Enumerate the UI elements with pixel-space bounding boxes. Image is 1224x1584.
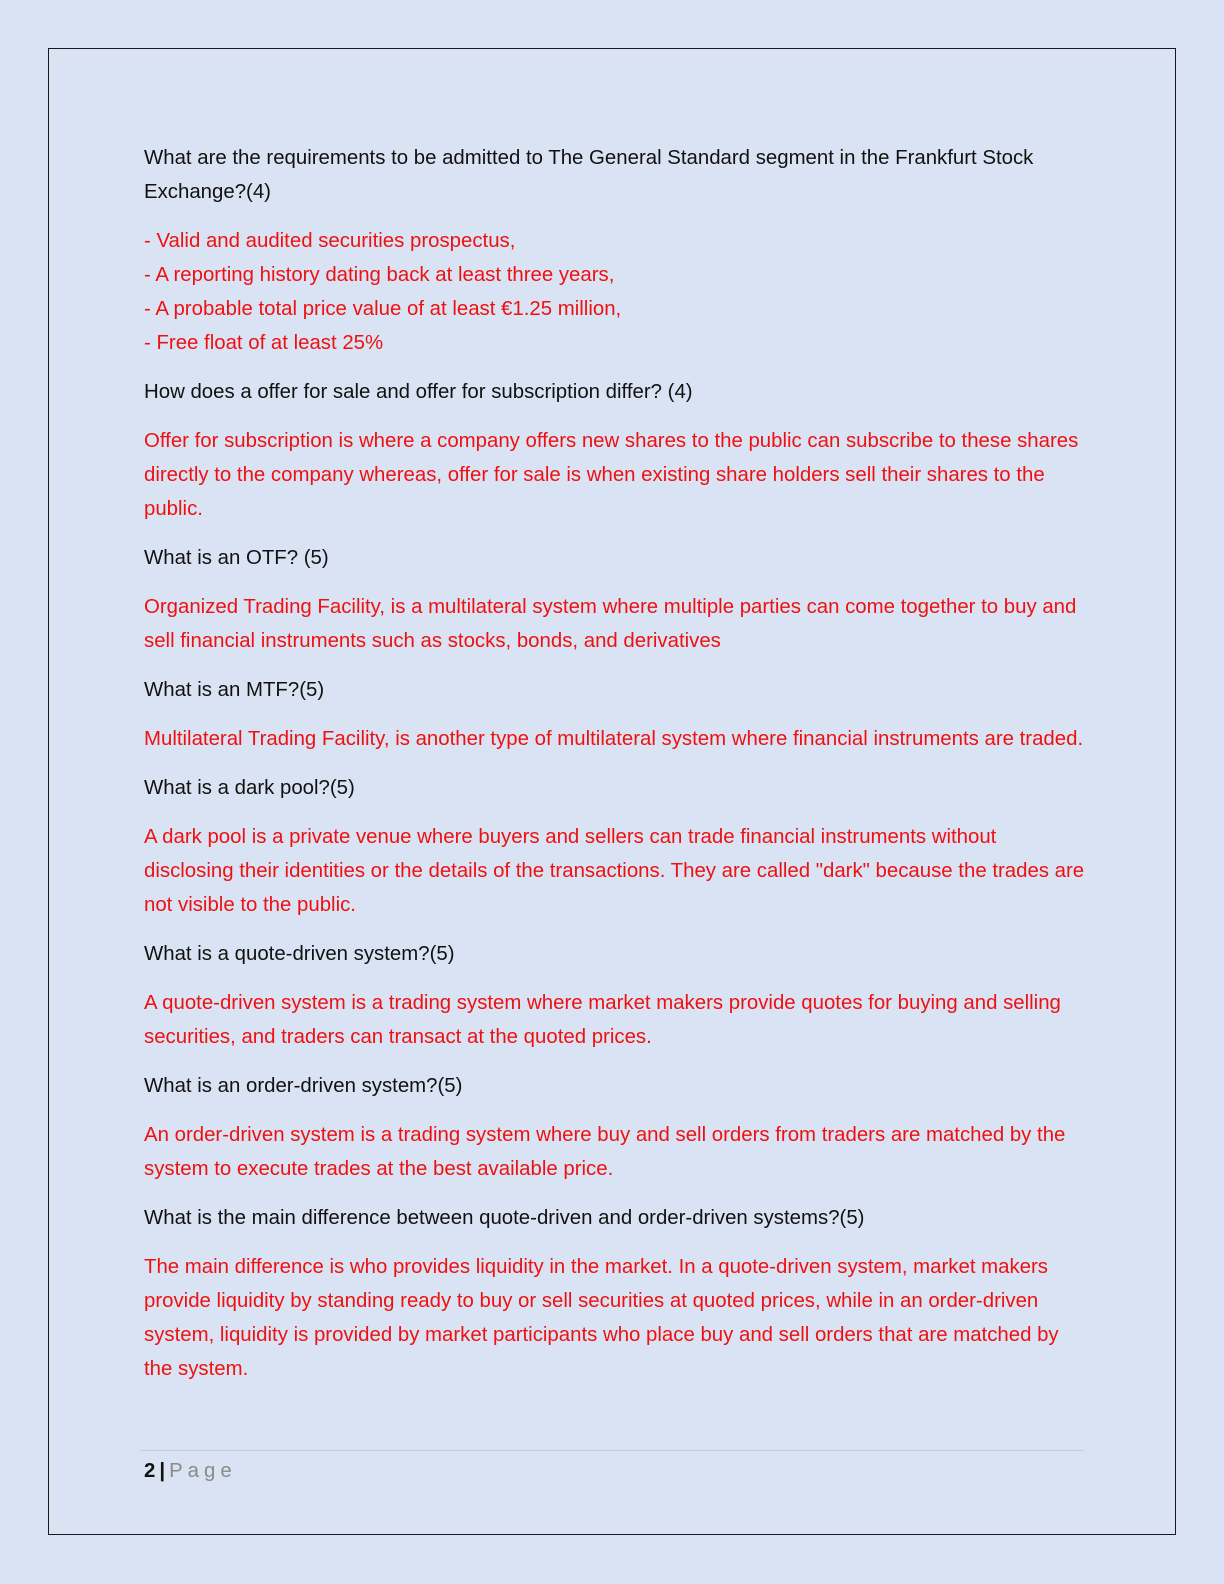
footer-divider	[140, 1450, 1084, 1451]
question-1: What are the requirements to be admitted to The General Standard segment in the Frankfurt Stock Exchange?(4)	[144, 147, 1034, 203]
answer-1-item: - Free float of at least 25%	[144, 332, 384, 354]
answer-1-item: - Valid and audited securities prospectus,	[144, 230, 516, 252]
answer-1-list	[144, 224, 1088, 360]
question-3: What is an OTF? (5)	[144, 547, 329, 569]
answer-7: An order-driven system is a trading system where buy and sell orders from traders are matched by the system to execute trades at the best available price.	[144, 1124, 1066, 1180]
question-4: What is an MTF?(5)	[144, 679, 325, 701]
question-5: What is a dark pool?(5)	[144, 777, 355, 799]
page-label: Page	[169, 1460, 237, 1482]
answer-5: A dark pool is a private venue where buyers and sellers can trade financial instruments without disclosing their identities or the details of the transactions. They are called "dark" because the trades are not visible to the public.	[144, 826, 1085, 916]
question-2: How does a offer for sale and offer for subscription differ? (4)	[144, 381, 693, 403]
answer-3: Organized Trading Facility, is a multilateral system where multiple parties can come together to buy and sell financial instruments such as stocks, bonds, and derivatives	[144, 596, 1077, 652]
document-body	[144, 141, 1088, 1401]
answer-6: A quote-driven system is a trading system where market makers provide quotes for buying and selling securities, and traders can transact at the quoted prices.	[144, 992, 1061, 1048]
page-footer	[144, 1454, 237, 1488]
answer-1-item: - A probable total price value of at least €1.25 million,	[144, 298, 622, 320]
answer-8: The main difference is who provides liquidity in the market. In a quote-driven system, market makers provide liquidity by standing ready to buy or sell securities at quoted prices, while in an order-driven system, liquidity is provided by market participants who place buy and sell orders that are matched by the system.	[144, 1256, 1059, 1380]
answer-4: Multilateral Trading Facility, is another type of multilateral system where financial instruments are traded.	[144, 728, 1084, 750]
question-8: What is the main difference between quote-driven and order-driven systems?(5)	[144, 1207, 865, 1229]
question-6: What is a quote-driven system?(5)	[144, 943, 455, 965]
page-number: 2	[144, 1460, 156, 1482]
answer-1-item: - A reporting history dating back at least three years,	[144, 264, 615, 286]
footer-separator: |	[159, 1460, 166, 1482]
answer-2: Offer for subscription is where a company offers new shares to the public can subscribe to these shares directly to the company whereas, offer for sale is when existing share holders sell their shares to the public.	[144, 430, 1079, 520]
question-7: What is an order-driven system?(5)	[144, 1075, 463, 1097]
